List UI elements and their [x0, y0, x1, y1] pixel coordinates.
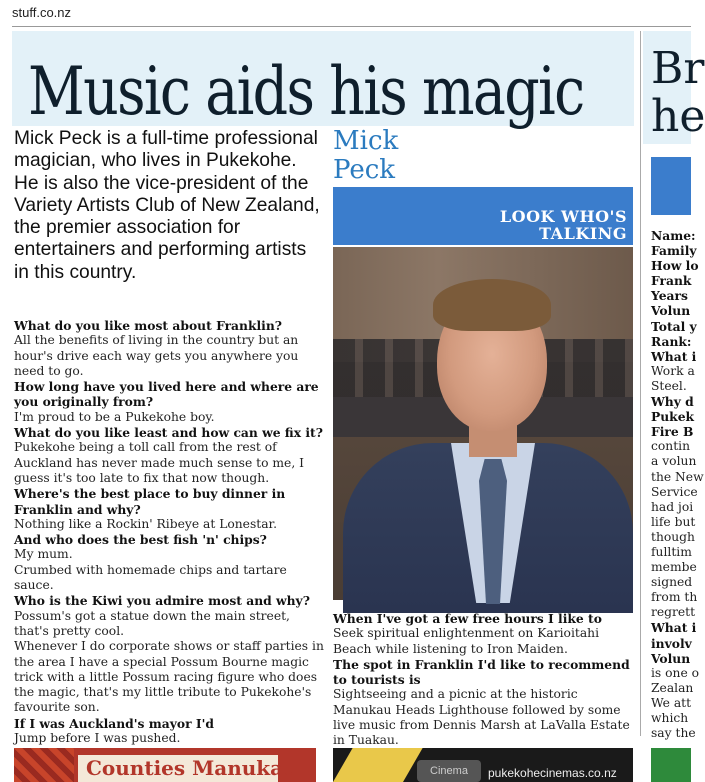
next-article-line: Rank:: [651, 333, 692, 349]
next-article-line: Steel.: [651, 378, 687, 393]
answer: Pukekohe being a toll call from the rest of Auckland has never made much sense to me, I guess it's too late to fix that now though.: [14, 440, 304, 485]
next-article-headline: Br he: [651, 43, 705, 142]
next-article-line: Why d: [651, 394, 694, 410]
next-article-line: regrett: [651, 605, 696, 620]
masthead: stuff.co.nz: [12, 5, 72, 20]
next-article-line: involv: [651, 635, 692, 651]
article-intro: Mick Peck is a full-time professional magician, who lives in Pukekohe. He is also the vice-president of the Variety Artists Club of New Zealand, the premier association for entertainers and performing artists in this country.: [14, 128, 320, 283]
article-headline: Music aids his magic: [28, 53, 584, 130]
next-article-line: Service: [651, 484, 698, 499]
next-article-line: though: [651, 529, 695, 544]
next-article-line: Total y: [651, 318, 697, 334]
answer: Sightseeing and a picnic at the historic Manukau Heads Lighthouse followed by some live music from Dennis Marsh at LaValla Estate in Tuakau.: [333, 687, 630, 748]
next-article-line: What i: [651, 620, 697, 636]
next-article-line: a volun: [651, 454, 697, 469]
answer: Jump before I was pushed.: [14, 731, 181, 746]
next-article-line: Frank: [651, 273, 692, 289]
next-article-line: Pukek: [651, 409, 695, 425]
cinema-badge: Cinema: [417, 760, 481, 782]
section-label: [500, 208, 627, 242]
answer: My mum.: [14, 547, 73, 562]
question: The spot in Franklin I'd like to recommend to tourists is: [333, 656, 630, 688]
answer: I'm proud to be a Pukekohe boy.: [14, 409, 215, 424]
answer: Nothing like a Rockin' Ribeye at Lonestar.: [14, 516, 277, 531]
headline-banner: [12, 31, 634, 130]
next-article-line: Volun: [651, 303, 691, 319]
cinema-ad[interactable]: [333, 748, 633, 782]
answer: Whenever I do corporate shows or staff parties in the area I have a special Possum Bourne magic trick with a little Possum racing figure who does the magic, that's my little tribute to Pukekohe's favourite son.: [14, 639, 324, 715]
next-article-line: is one o: [651, 665, 700, 680]
profile-last-name: Peck: [333, 155, 396, 185]
question: If I was Auckland's mayor I'd: [14, 715, 214, 731]
next-article-line: What i: [651, 348, 697, 364]
next-article-text: [651, 228, 704, 741]
next-article-section-banner: [651, 157, 691, 215]
column-divider: [640, 31, 641, 736]
section-label-line1: LOOK WHO'S: [499, 207, 627, 226]
next-article-line: say the: [651, 726, 696, 741]
next-article-line: contin: [651, 439, 691, 454]
question: When I've got a few free hours I like to: [333, 611, 602, 626]
answer: All the benefits of living in the country but an hour's drive each way gets you anywhere you need to go.: [14, 333, 299, 378]
next-article-line: which: [651, 711, 689, 725]
next-article-line: membe: [651, 560, 697, 575]
qa-left-column: [14, 318, 324, 746]
next-article-line: from th: [651, 590, 698, 605]
counties-manukau-ad-text: Counties Manukau: [78, 755, 278, 782]
next-article-line: Name:: [651, 228, 696, 243]
question: And who does the best fish 'n' chips?: [14, 532, 267, 548]
profile-photo: [333, 247, 633, 600]
next-article-line: fulltim: [651, 544, 692, 559]
top-rule: [12, 26, 691, 27]
ad-strip: [0, 748, 691, 782]
next-article-line: We att: [651, 695, 692, 710]
answer: Possum's got a statue down the main street, that's pretty cool.: [14, 608, 290, 638]
qa-right-column: [333, 611, 633, 749]
counties-manukau-ad[interactable]: [14, 748, 316, 782]
profile-first-name: Mick: [333, 126, 399, 156]
next-article-line: life but: [651, 514, 696, 529]
question: Where's the best place to buy dinner in Franklin and why?: [14, 486, 286, 517]
next-article-line: Zealan: [651, 680, 694, 695]
question: What do you like least and how can we fix it?: [14, 425, 323, 441]
next-article-line: Fire B: [651, 424, 694, 440]
next-article-line: Work a: [651, 363, 695, 378]
next-article-line: had joi: [651, 499, 694, 514]
next-article-line: Family: [651, 243, 697, 259]
question: What do you like most about Franklin?: [14, 318, 282, 333]
next-article-line: How lo: [651, 258, 699, 274]
cinema-url[interactable]: pukekohecinemas.co.nz: [488, 766, 617, 780]
answer: Seek spiritual enlightenment on Karioitahi Beach while listening to Iron Maiden.: [333, 626, 600, 656]
answer: Crumbed with homemade chips and tartare sauce.: [14, 562, 287, 593]
question: How long have you lived here and where are you originally from?: [14, 379, 319, 410]
green-ad[interactable]: [651, 748, 691, 782]
question: Who is the Kiwi you admire most and why?: [14, 593, 310, 609]
next-article-line: Volun: [651, 650, 691, 666]
next-article-line: the New: [651, 469, 704, 484]
next-article-headline-banner: [643, 31, 705, 144]
section-label-line2: TALKING: [539, 224, 627, 243]
section-banner: [333, 187, 633, 245]
profile-name: [333, 127, 398, 185]
next-article-line: Years: [651, 288, 688, 304]
next-article-line: signed: [651, 575, 693, 590]
